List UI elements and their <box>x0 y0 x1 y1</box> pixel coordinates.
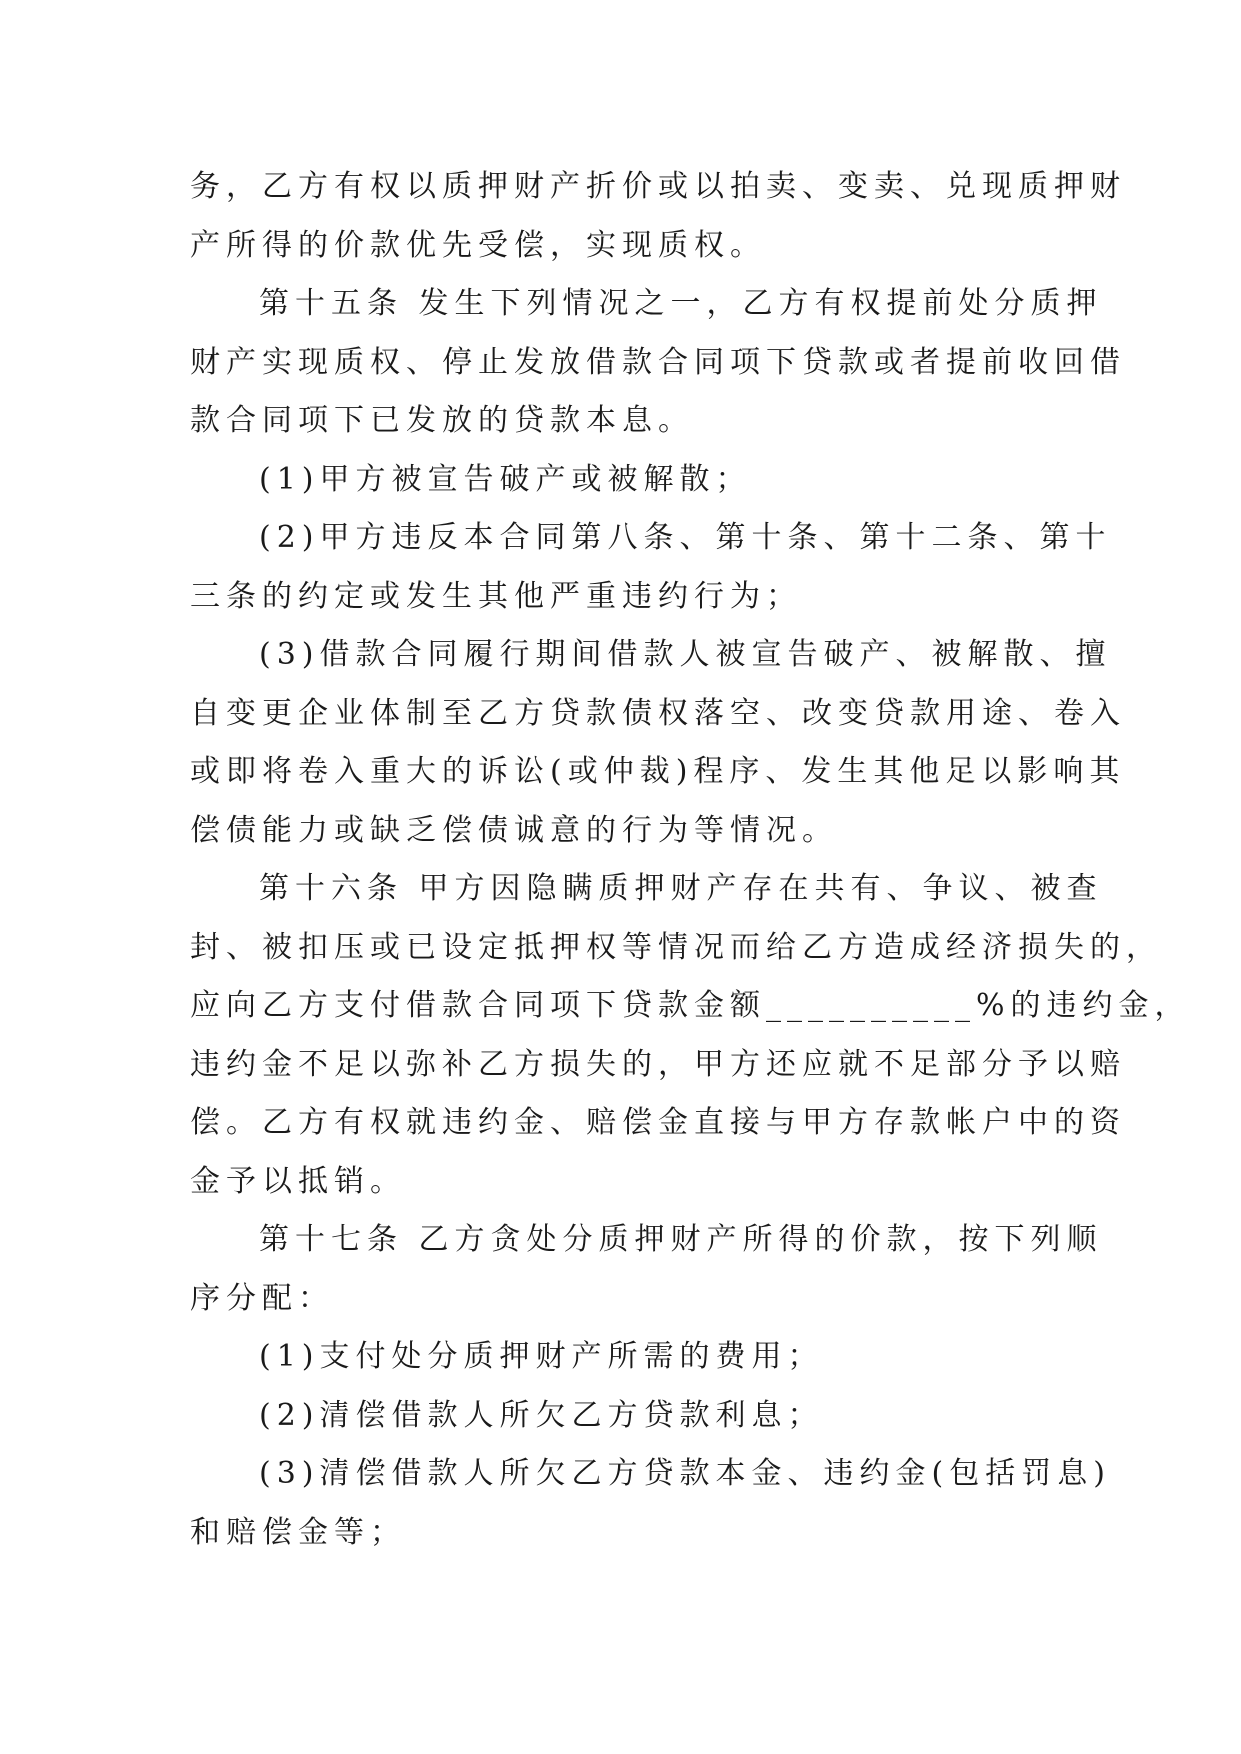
text-line-18: 金予以抵销。 <box>190 1163 406 1199</box>
text-line-17: 偿。乙方有权就违约金、赔偿金直接与甲方存款帐户中的资 <box>190 1105 1126 1140</box>
article-15-item-3: (3)借款合同履行期间借款人被宣告破产、被解散、擅 <box>259 637 1112 672</box>
article-17-item-2: (2)清偿借款人所欠乙方贷款利息； <box>259 1397 824 1433</box>
text-line-4: 财产实现质权、停止发放借款合同项下贷款或者提前收回借 <box>190 344 1126 380</box>
article-15-item-2: (2)甲方违反本合同第八条、第十条、第十二条、第十 <box>259 520 1112 555</box>
article-15-heading: 第十五条 发生下列情况之一，乙方有权提前处分质押 <box>259 286 1103 321</box>
text-line-8: 三条的约定或发生其他严重违约行为； <box>190 578 802 614</box>
text-line-11: 或即将卷入重大的诉讼(或仲裁)程序、发生其他足以影响其 <box>190 754 1126 789</box>
article-17-heading: 第十七条 乙方贪处分质押财产所得的价款，按下列顺 <box>259 1222 1103 1257</box>
text-line-5: 款合同项下已发放的贷款本息。 <box>190 403 694 438</box>
text-line-20: 序分配： <box>190 1280 334 1316</box>
text-line-24: 和赔偿金等； <box>190 1514 406 1550</box>
article-17-item-1: (1)支付处分质押财产所需的费用； <box>259 1339 824 1374</box>
article-16-heading: 第十六条 甲方因隐瞒质押财产存在共有、争议、被查 <box>259 871 1103 906</box>
text-line-16: 违约金不足以弥补乙方损失的，甲方还应就不足部分予以赔 <box>190 1046 1126 1082</box>
article-17-item-3: (3)清偿借款人所欠乙方贷款本金、违约金(包括罚息) <box>259 1456 1111 1491</box>
text-line-12: 偿债能力或缺乏偿债诚意的行为等情况。 <box>190 812 838 848</box>
document-body <box>190 158 1191 1562</box>
text-line-14: 封、被扣压或已设定抵押权等情况而给乙方造成经济损失的， <box>190 929 1162 965</box>
penalty-rate-line: 应向乙方支付借款合同项下贷款金额__________%的违约金， <box>190 988 1191 1023</box>
text-line-10: 自变更企业体制至乙方贷款债权落空、改变贷款用途、卷入 <box>190 695 1126 731</box>
text-line-2: 产所得的价款优先受偿，实现质权。 <box>190 227 766 263</box>
article-15-item-1: (1)甲方被宣告破产或被解散； <box>259 461 752 497</box>
text-line-1: 务，乙方有权以质押财产折价或以拍卖、变卖、兑现质押财 <box>190 169 1126 204</box>
